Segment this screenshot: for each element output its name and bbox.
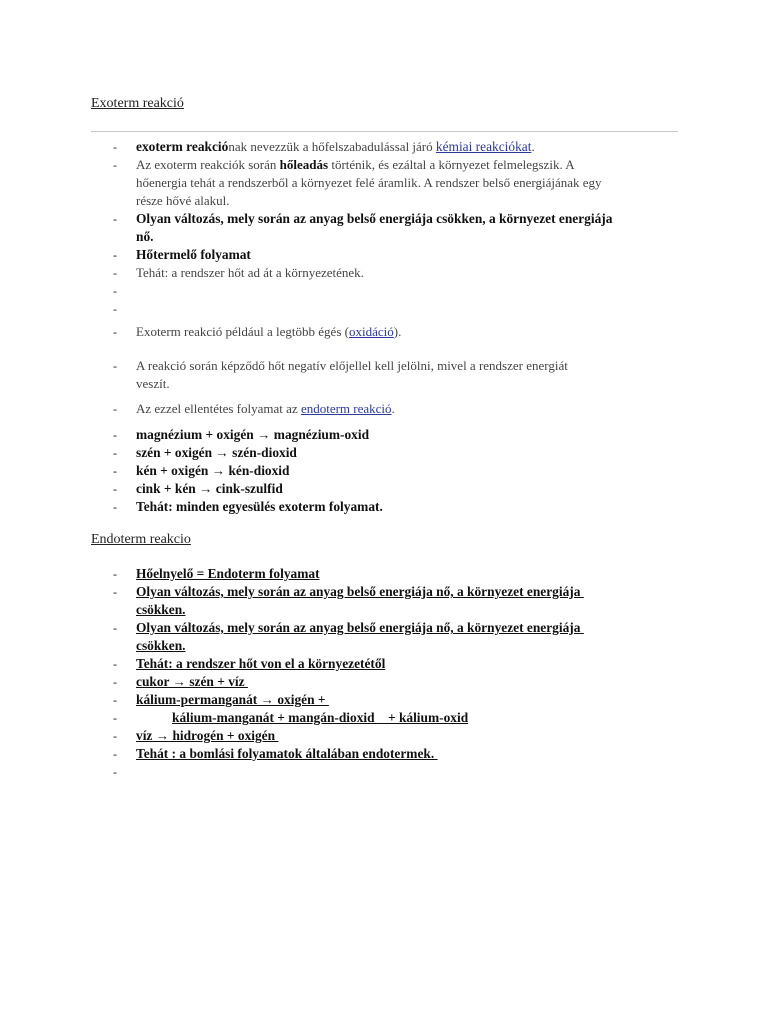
bullet-dash: -: [113, 359, 117, 373]
bullet-dash: -: [113, 675, 117, 689]
item-text: hőenergia tehát a rendszerből a környezet felé áramlik. A rendszer belső energiájának egy: [136, 175, 602, 190]
bullet-dash: -: [113, 284, 117, 298]
item-text: része hővé alakul.: [136, 193, 230, 208]
item-text: A reakció során képződő hőt negatív előjellel kell jelölni, mivel a rendszer energiát: [136, 358, 568, 373]
list-item: [0, 357, 768, 393]
bullet-dash: -: [113, 140, 117, 154]
equation-list: [0, 426, 768, 516]
bullet-dash: -: [113, 693, 117, 707]
horizontal-rule: [91, 131, 678, 132]
item-text: Tehát: a rendszer hőt von el a környezetétől: [136, 656, 386, 671]
list-item: [0, 655, 768, 673]
bold-term: hőleadás: [279, 157, 329, 172]
list-item: [0, 583, 768, 619]
list-item: [0, 745, 768, 763]
item-text: Hőelnyelő = Endoterm folyamat: [136, 566, 320, 581]
item-text: víz → hidrogén + oxigén: [136, 728, 279, 743]
item-text: kálium-permanganát → oxigén +: [136, 692, 329, 707]
bullet-dash: -: [113, 302, 117, 316]
item-text: történik, és ezáltal a környezet felmelegszik. A: [328, 157, 575, 172]
item-text: Olyan változás, mely során az anyag belső energiája csökken, a környezet energiája: [136, 211, 613, 226]
item-text: nő.: [136, 229, 154, 244]
bullet-dash: -: [113, 747, 117, 761]
list-item: [0, 565, 768, 583]
bullet-dash: -: [113, 464, 117, 478]
item-text: Tehát : a bomlási folyamatok általában endotermek.: [136, 746, 438, 761]
item-text: szén + oxigén → szén-dioxid: [136, 445, 297, 460]
list-item: [0, 691, 768, 709]
bullet-dash: -: [113, 158, 117, 172]
list-item: [0, 246, 768, 264]
item-text: .: [391, 401, 395, 416]
equation-item: [0, 426, 768, 444]
bullet-dash: -: [113, 402, 117, 416]
list-item: [0, 709, 768, 727]
exoterm-list-continued: [0, 323, 768, 341]
list-item: [0, 400, 768, 418]
bullet-dash: -: [113, 657, 117, 671]
bullet-dash: -: [113, 428, 117, 442]
equation-item: [0, 444, 768, 462]
link-oxidacio[interactable]: oxidáció: [348, 324, 394, 339]
item-text: veszít.: [136, 376, 170, 391]
bullet-dash: -: [113, 500, 117, 514]
list-item-empty: [0, 763, 768, 781]
endoterm-list: [0, 565, 768, 781]
bullet-dash: -: [113, 266, 117, 280]
list-item: [0, 264, 768, 282]
equation-item: [0, 498, 768, 516]
bullet-dash: -: [113, 621, 117, 635]
link-endoterm-reakcio[interactable]: endoterm reakció: [300, 401, 392, 416]
item-text: Az ezzel ellentétes folyamat az: [136, 401, 301, 416]
item-text: csökken.: [136, 602, 186, 617]
item-text: Hőtermelő folyamat: [136, 247, 251, 262]
equation-item: [0, 480, 768, 498]
list-item: [0, 323, 768, 341]
item-text: nak nevezzük a hőfelszabadulással járó: [228, 139, 436, 154]
bullet-dash: -: [113, 711, 117, 725]
bold-term: exoterm reakció: [136, 139, 229, 154]
list-item: [0, 138, 768, 156]
bullet-dash: -: [113, 567, 117, 581]
item-text: Tehát: a rendszer hőt ad át a környezetének.: [136, 265, 364, 280]
exoterm-heading: Exoterm reakció: [91, 96, 184, 111]
list-item-empty: [0, 282, 768, 300]
bullet-dash: -: [113, 765, 117, 779]
item-text: kálium-manganát + mangán-dioxid + kálium-oxid: [172, 710, 469, 725]
item-text: csökken.: [136, 638, 186, 653]
list-item: [0, 210, 768, 246]
list-item: [0, 673, 768, 691]
list-item-empty: [0, 300, 768, 318]
bullet-dash: -: [113, 248, 117, 262]
item-text: kén + oxigén → kén-dioxid: [136, 463, 290, 478]
item-text: Az exoterm reakciók során: [136, 157, 280, 172]
item-text: Exoterm reakció például a legtöbb égés (: [136, 324, 349, 339]
list-item: [0, 156, 768, 210]
item-text: .: [531, 139, 535, 154]
exoterm-list: [0, 138, 768, 318]
list-item: [0, 727, 768, 745]
bullet-dash: -: [113, 482, 117, 496]
bullet-dash: -: [113, 446, 117, 460]
item-text: ).: [393, 324, 402, 339]
list-item: [0, 619, 768, 655]
bullet-dash: -: [113, 325, 117, 339]
item-text: Olyan változás, mely során az anyag belső energiája nő, a környezet energiája: [136, 584, 584, 599]
exoterm-list-continued: [0, 357, 768, 393]
item-text: Tehát: minden egyesülés exoterm folyamat.: [136, 499, 383, 514]
item-text: cukor → szén + víz: [136, 674, 248, 689]
item-text: cink + kén → cink-szulfid: [136, 481, 283, 496]
item-text: Olyan változás, mely során az anyag belső energiája nő, a környezet energiája: [136, 620, 584, 635]
bullet-dash: -: [113, 729, 117, 743]
item-text: magnézium + oxigén → magnézium-oxid: [136, 427, 370, 442]
bullet-dash: -: [113, 212, 117, 226]
endoterm-heading: Endoterm reakcio: [91, 532, 191, 547]
bullet-dash: -: [113, 585, 117, 599]
equation-item: [0, 462, 768, 480]
link-kemiai-reakciok[interactable]: kémiai reakciókat: [435, 139, 532, 154]
exoterm-list-continued: [0, 400, 768, 418]
